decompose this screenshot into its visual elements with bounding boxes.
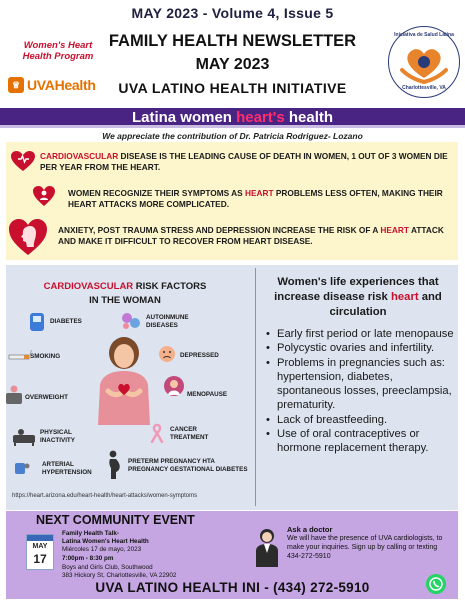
sofa-person-icon (12, 425, 38, 447)
life-experiences-list (266, 327, 456, 456)
banner-text-2: health (284, 109, 334, 126)
cancer-ribbon-icon (150, 423, 164, 443)
list-item: • Use of oral contraceptives or hormone replacement therapy. (266, 427, 456, 456)
fact-2-post: PROBLEMS LESS OFTEN, MAKING THEIR HEART ATTACKS MORE COMPLICATED. (68, 188, 443, 209)
list-item: • Early first period or late menopause (266, 327, 456, 341)
risk-menopause: MENOPAUSE (187, 391, 228, 398)
risk-autoimmune: AUTOINMUNE DISEASES (146, 314, 189, 329)
event-heading: NEXT COMMUNITY EVENT (36, 513, 195, 527)
heart-profile-icon (8, 218, 48, 256)
panel-divider (255, 268, 256, 506)
fact-1 (40, 151, 450, 173)
event-name-1: Family Health Talk- (62, 530, 119, 537)
scale-icon (5, 385, 23, 405)
newsletter-title: FAMILY HEALTH NEWSLETTER (108, 32, 357, 50)
list-item: • Polycystic ovaries and infertility. (266, 341, 456, 355)
footer-contact: UVA LATINO HEALTH INI - (434) 272-5910 (95, 580, 370, 595)
life-title-pre: Women's life experiences that increase disease risk (274, 276, 439, 303)
fact-1-text: DISEASE IS THE LEADING CAUSE OF DEATH IN WOMEN, 1 OUT OF 3 WOMEN DIE PER YEAR FROM THE HEART. (40, 151, 448, 172)
risk-title-line2: IN THE WOMAN (89, 295, 161, 306)
menopause-woman-icon (163, 375, 185, 397)
calendar-icon (26, 534, 54, 570)
sad-face-icon (158, 345, 176, 363)
fact-3-post: ATTACK AND MAKE IT DIFFICULT TO RECOVER FROM HEART DISEASE. (58, 225, 444, 246)
risk-diabetes: DIABETES (50, 318, 82, 325)
uva-health-logo (8, 77, 96, 93)
uva-logo-text: UVAHealth (27, 77, 96, 93)
event-place-1: Boys and Girls Club, Southwood (62, 564, 153, 571)
fact-3-pre: ANXIETY, POST TRAUMA STRESS AND DEPRESSION INCREASE THE RISK OF A (58, 225, 381, 235)
acknowledgement: We appreciate the contribution of Dr. Patricia Rodriguez- Lozano (102, 131, 363, 141)
heart-icon (10, 150, 36, 172)
program-name: Women's Heart Health Program (22, 40, 94, 62)
heart-woman-icon (32, 185, 56, 207)
risk-depressed: DEPRESSED (180, 352, 219, 359)
event-name-2: Latina Women's Heart Health (62, 538, 149, 545)
source-url[interactable]: https://heart.arizona.edu/heart-health/heart-attacks/women-symptoms (12, 493, 198, 499)
fact-3-red: HEART (380, 225, 409, 235)
event-time: 7:00pm - 8:30 pm (62, 555, 114, 562)
ask-doctor-title: Ask a doctor (287, 525, 333, 534)
life-experiences-title (262, 275, 454, 320)
fact-2-red: HEART (245, 188, 274, 198)
risk-inactivity: PHYSICAL INACTIVITY (40, 429, 75, 444)
risk-title-rest: RISK FACTORS (133, 281, 207, 292)
immune-cells-icon (120, 311, 142, 331)
risk-cancer: CANCER TREATMENT (170, 426, 209, 441)
doctor-icon (253, 527, 281, 567)
ask-doctor-body: We will have the presence of UVA cardiologists, to make your inquiries. Sign up by calling or texting 434-272-5910 (287, 535, 443, 560)
event-date: Miércoles 17 de mayo, 2023 (62, 546, 142, 553)
banner-text-heart: heart's (236, 109, 285, 126)
initiative-name: UVA LATINO HEALTH INITIATIVE (118, 80, 347, 96)
calendar-bar (27, 535, 53, 541)
fact-3 (58, 225, 450, 247)
whatsapp-icon[interactable] (426, 574, 446, 594)
risk-pregnancy: PRETERM PREGNANCY HTA PREGNANCY GESTATIONAL DIABETES (128, 458, 248, 473)
issue-line: MAY 2023 - Volume 4, Issue 5 (131, 5, 334, 21)
risk-title-red: CARDIOVASCULAR (43, 281, 134, 292)
life-title-post: and circulation (329, 291, 442, 318)
fact-2-pre: WOMEN RECOGNIZE THEIR SYMPTOMS AS (68, 188, 246, 198)
event-place-2: 383 Hickory St, Charlottesville, VA 22902 (62, 572, 177, 579)
glucometer-icon (28, 312, 46, 332)
section-banner (0, 108, 465, 128)
latino-initiative-seal (388, 26, 460, 98)
uva-shield-icon: ♕ (8, 77, 24, 93)
calendar-day: 17 (33, 552, 47, 566)
list-item: • Problems in pregnancies such as: hypertension, diabetes, spontaneous losses, preeclampsia, prematurity. (266, 356, 456, 413)
risk-overweight: OVERWEIGHT (25, 394, 68, 401)
banner-text-1: Latina women (131, 109, 237, 126)
newsletter-date: MAY 2023 (195, 56, 270, 73)
blood-pressure-icon (14, 460, 30, 476)
list-item: • Lack of breastfeeding. (266, 413, 456, 427)
risk-factors-title (30, 280, 220, 308)
calendar-month: MAY (32, 543, 48, 550)
seal-bottom-text: Charlottesville, VA (402, 85, 446, 91)
woman-chest-pain-illustration (88, 335, 160, 425)
fact-1-red: CARDIOVASCULAR (40, 151, 119, 161)
risk-smoking: SMOKING (30, 353, 61, 360)
risk-hypertension: ARTERIAL HYPERTENSION (42, 461, 92, 476)
pregnant-woman-icon (106, 450, 122, 480)
newsletter-header (0, 0, 465, 108)
seal-top-text: Iniciativa de Salud Latina (394, 32, 454, 38)
fact-2 (68, 188, 452, 210)
life-title-red: heart (390, 291, 419, 303)
